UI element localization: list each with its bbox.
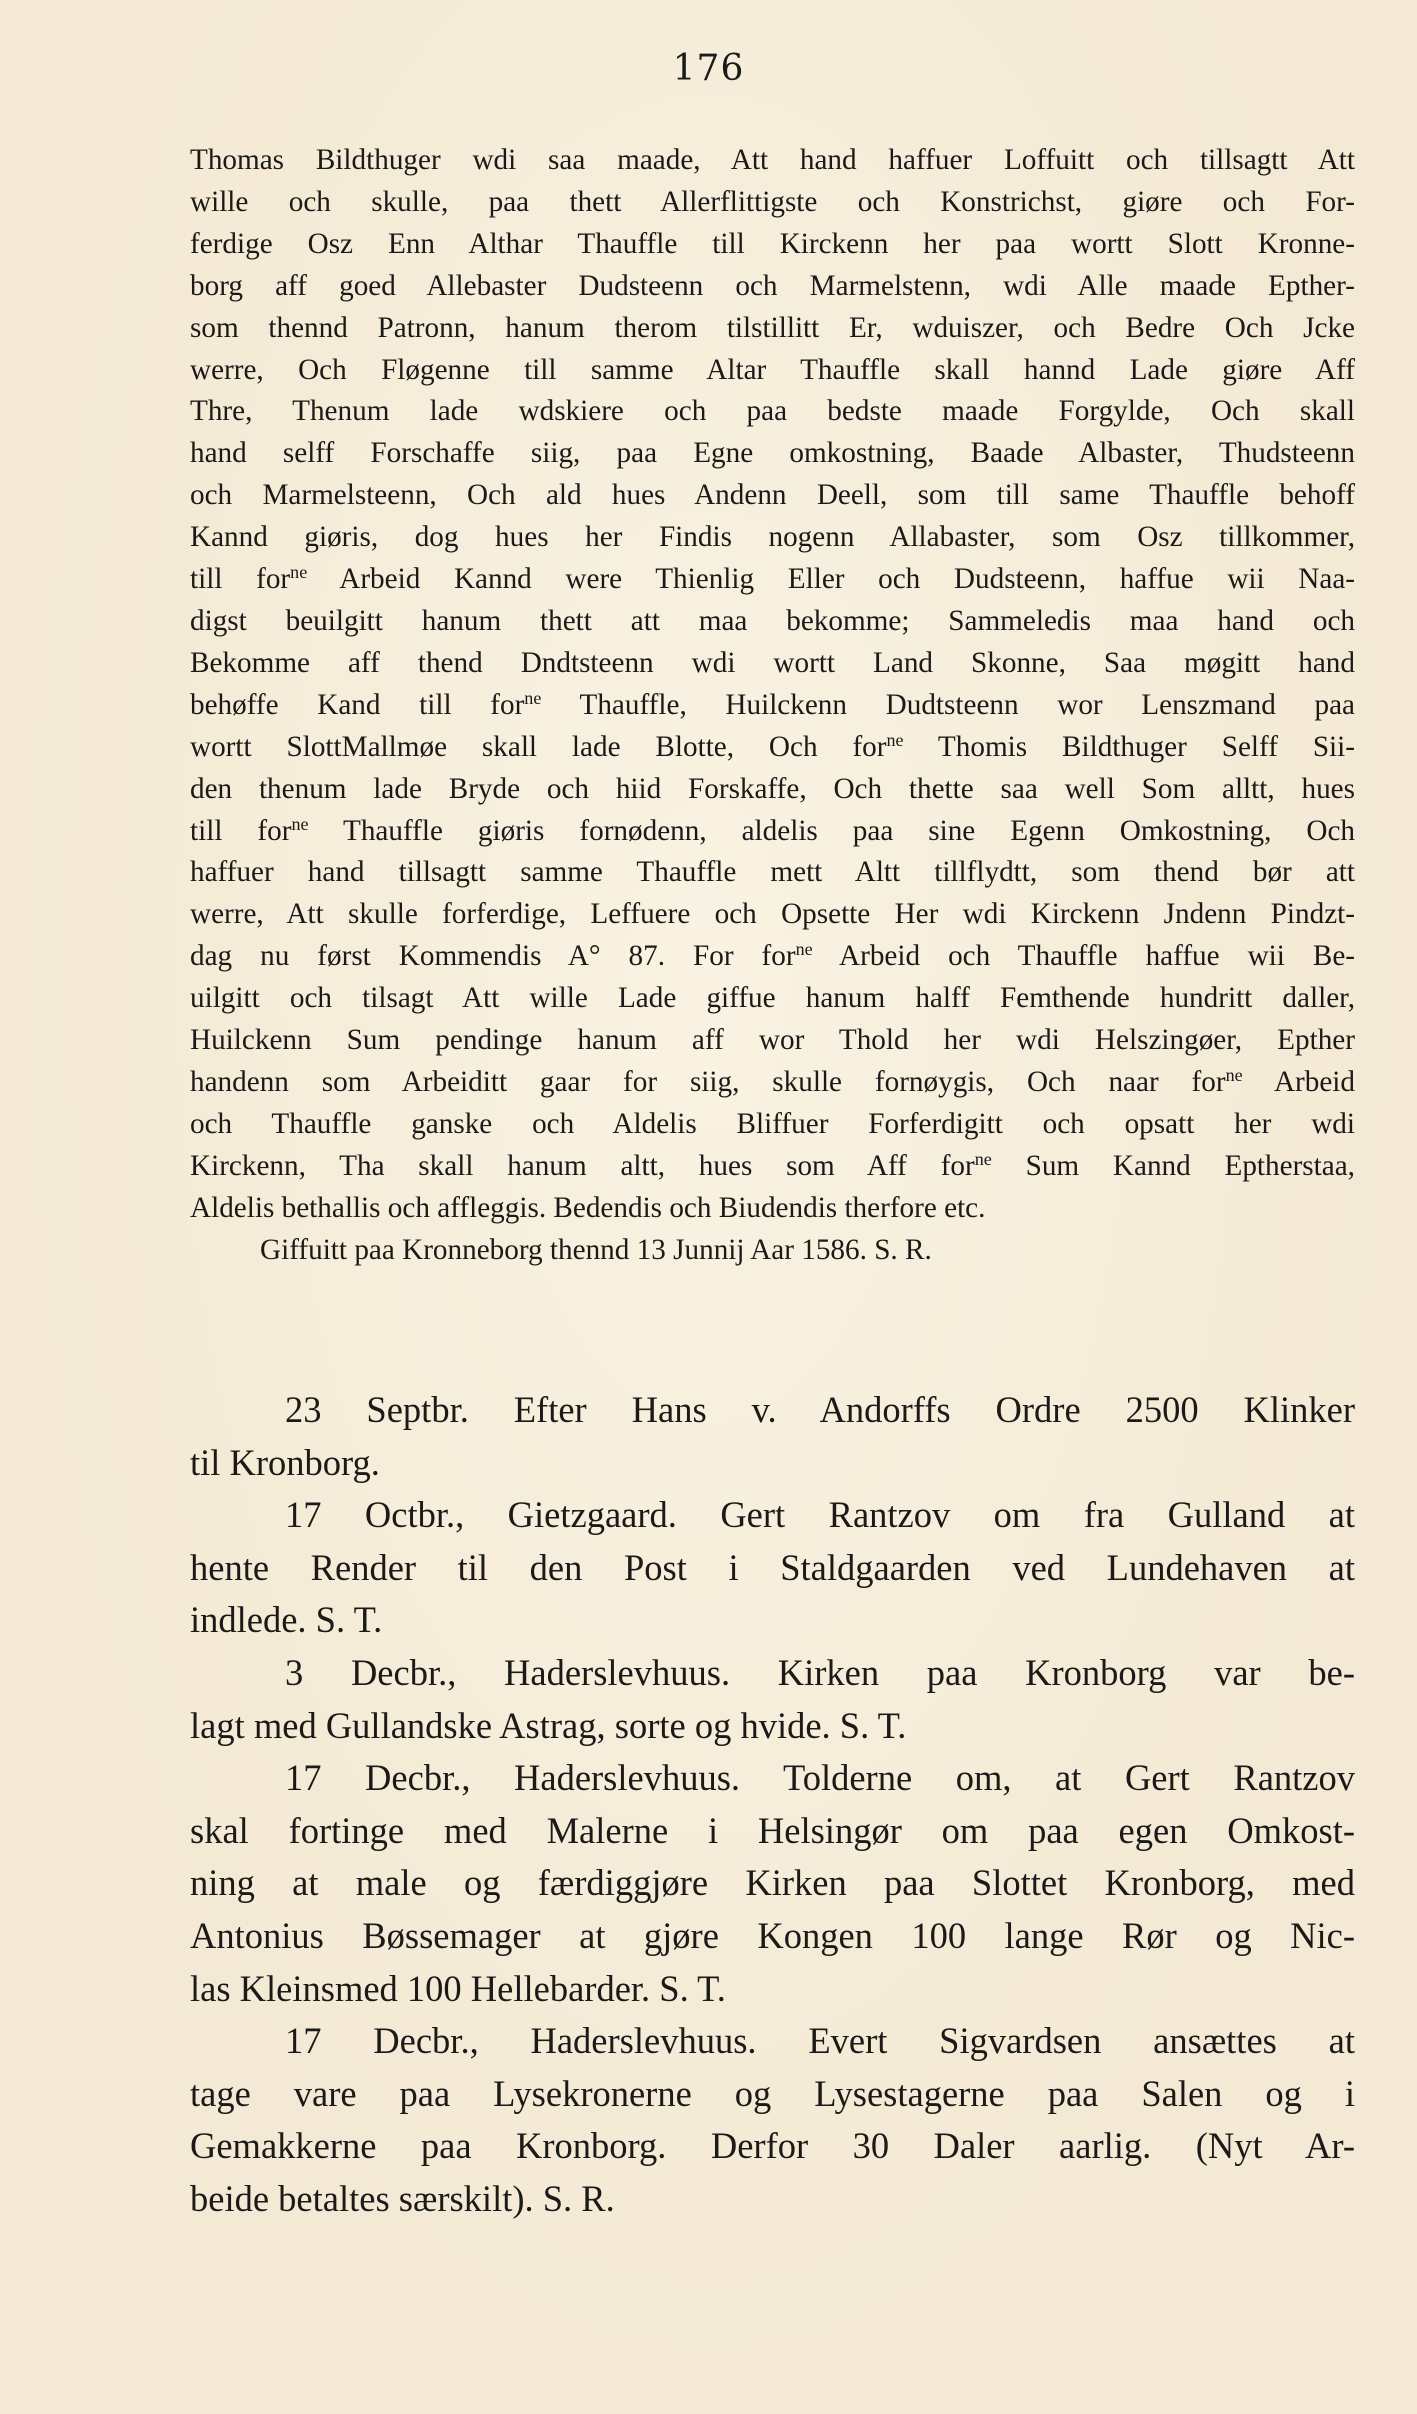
entry-line: las Kleinsmed 100 Hellebarder. S. T. <box>190 1967 726 2009</box>
entry-line: til Kronborg. <box>190 1441 380 1483</box>
quoted-letter <box>190 140 1355 1271</box>
quote-line: digst beuilgitt hanum thett att maa bekomme; Sammeledis maa hand och <box>190 604 1355 637</box>
quote-line: Kannd giøris, dog hues her Findis nogenn Allabaster, som Osz tillkommer, <box>190 521 1355 554</box>
quote-line: werre, Att skulle forferdige, Leffuere och Opsette Her wdi Kirckenn Jndenn Pindzt- <box>190 898 1355 931</box>
abbreviation-superscript: ne <box>974 1148 992 1169</box>
entry-line: 23 Septbr. Efter Hans v. Andorffs Ordre 2500 Klinker <box>285 1389 1355 1430</box>
quote-line: Kirckenn, Tha skall hanum altt, hues som Aff for$^{ne}$ Sum Kannd Eptherstaa, <box>190 1148 1355 1182</box>
abbreviation-superscript: ne <box>795 939 813 960</box>
entry-line: 17 Octbr., Gietzgaard. Gert Rantzov om fra Gulland at <box>285 1494 1355 1536</box>
quote-line: borg aff goed Allebaster Dudsteenn och Marmelstenn, wdi Alle maade Epther- <box>190 269 1355 302</box>
abbreviation-superscript: ne <box>524 687 542 708</box>
quote-line: Bekomme aff thend Dndtsteenn wdi wortt Land Skonne, Saa møgitt hand <box>190 646 1355 679</box>
quote-line: wille och skulle, paa thett Allerflittigste och Konstrichst, giøre och For- <box>190 185 1355 218</box>
quote-line: till for$^{ne}$ Thauffle giøris fornødenn, aldelis paa sine Egenn Omkostning, Och <box>190 813 1356 847</box>
entry-line: tage vare paa Lysekronerne og Lysestagerne paa Salen og i <box>190 2072 1355 2114</box>
quote-line: hand selff Forschaffe siig, paa Egne omkostning, Baade Albaster, Thudsteenn <box>190 437 1355 470</box>
page-number: 176 <box>672 48 745 89</box>
abbreviation-superscript: ne <box>290 562 308 583</box>
entry-line: ning at male og færdiggjøre Kirken paa Slottet Kronborg, med <box>190 1862 1355 1904</box>
entry-line: 17 Decbr., Haderslevhuus. Tolderne om, at Gert Rantzov <box>285 1757 1355 1799</box>
quote-line: handenn som Arbeiditt gaar for siig, skulle fornøygis, Och naar for$^{ne}$ Arbeid <box>190 1064 1355 1098</box>
quote-line: Thre, Thenum lade wdskiere och paa bedste maade Forgylde, Och skall <box>190 395 1355 428</box>
quote-signature: Giffuitt paa Kronneborg thennd 13 Junnij Aar 1586. S. R. <box>260 1233 932 1266</box>
quote-line: och Thauffle ganske och Aldelis Bliffuer Forferdigitt och opsatt her wdi <box>190 1107 1355 1140</box>
quote-line: ferdige Osz Enn Althar Thauffle till Kirckenn her paa wortt Slott Kronne- <box>190 227 1355 260</box>
abbreviation-superscript: ne <box>1225 1064 1243 1085</box>
quote-line: haffuer hand tillsagtt samme Thauffle mett Altt tillflydtt, som thend bør att <box>190 856 1355 889</box>
entry-line: Antonius Bøssemager at gjøre Kongen 100 lange Rør og Nic- <box>190 1914 1355 1956</box>
entry-line: skal fortinge med Malerne i Helsingør om paa egen Omkost- <box>190 1809 1355 1851</box>
entry-line: beide betaltes særskilt). S. R. <box>190 2177 615 2219</box>
entry-line: lagt med Gullandske Astrag, sorte og hvide. S. T. <box>190 1704 907 1746</box>
quote-line: dag nu først Kommendis A° 87. For for$^{ne}$ Arbeid och Thauffle haffue wii Be- <box>190 939 1355 973</box>
chronicle-entries <box>190 1384 1355 2226</box>
entry-line: Gemakkerne paa Kronborg. Derfor 30 Daler aarlig. (Nyt Ar- <box>190 2125 1355 2167</box>
quote-line: wortt SlottMallmøe skall lade Blotte, Och for$^{ne}$ Thomis Bildthuger Selff Sii- <box>190 729 1355 763</box>
quote-line: uilgitt och tilsagt Att wille Lade giffue hanum halff Femthende hundritt daller, <box>190 982 1355 1015</box>
quote-line: den thenum lade Bryde och hiid Forskaffe, Och thette saa well Som alltt, hues <box>190 772 1355 805</box>
quote-line: Thomas Bildthuger wdi saa maade, Att hand haffuer Loffuitt och tillsagtt Att <box>190 144 1355 176</box>
quote-line: som thennd Patronn, hanum therom tilstillitt Er, wduiszer, och Bedre Och Jcke <box>190 311 1355 344</box>
abbreviation-superscript: ne <box>291 813 309 834</box>
quote-line: Aldelis bethallis och affleggis. Bedendis och Biudendis therfore etc. <box>190 1191 986 1224</box>
entry-line: hente Render til den Post i Staldgaarden ved Lundehaven at <box>190 1546 1355 1588</box>
abbreviation-superscript: ne <box>886 729 904 750</box>
entry-line: 17 Decbr., Haderslevhuus. Evert Sigvardsen ansættes at <box>285 2020 1355 2062</box>
quote-line: Huilckenn Sum pendinge hanum aff wor Thold her wdi Helszingøer, Epther <box>190 1024 1355 1057</box>
entry-line: indlede. S. T. <box>190 1599 383 1641</box>
quote-line: werre, Och Fløgenne till samme Altar Thauffle skall hannd Lade giøre Aff <box>190 353 1355 386</box>
quote-line: behøffe Kand till for$^{ne}$ Thauffle, Huilckenn Dudtsteenn wor Lenszmand paa <box>190 687 1356 721</box>
entry-line: 3 Decbr., Haderslevhuus. Kirken paa Kronborg var be- <box>285 1651 1355 1693</box>
quote-line: till for$^{ne}$ Arbeid Kannd were Thienlig Eller och Dudsteenn, haffue wii Naa- <box>190 562 1355 596</box>
quote-line: och Marmelsteenn, Och ald hues Andenn Deell, som till same Thauffle behoff <box>190 479 1355 512</box>
